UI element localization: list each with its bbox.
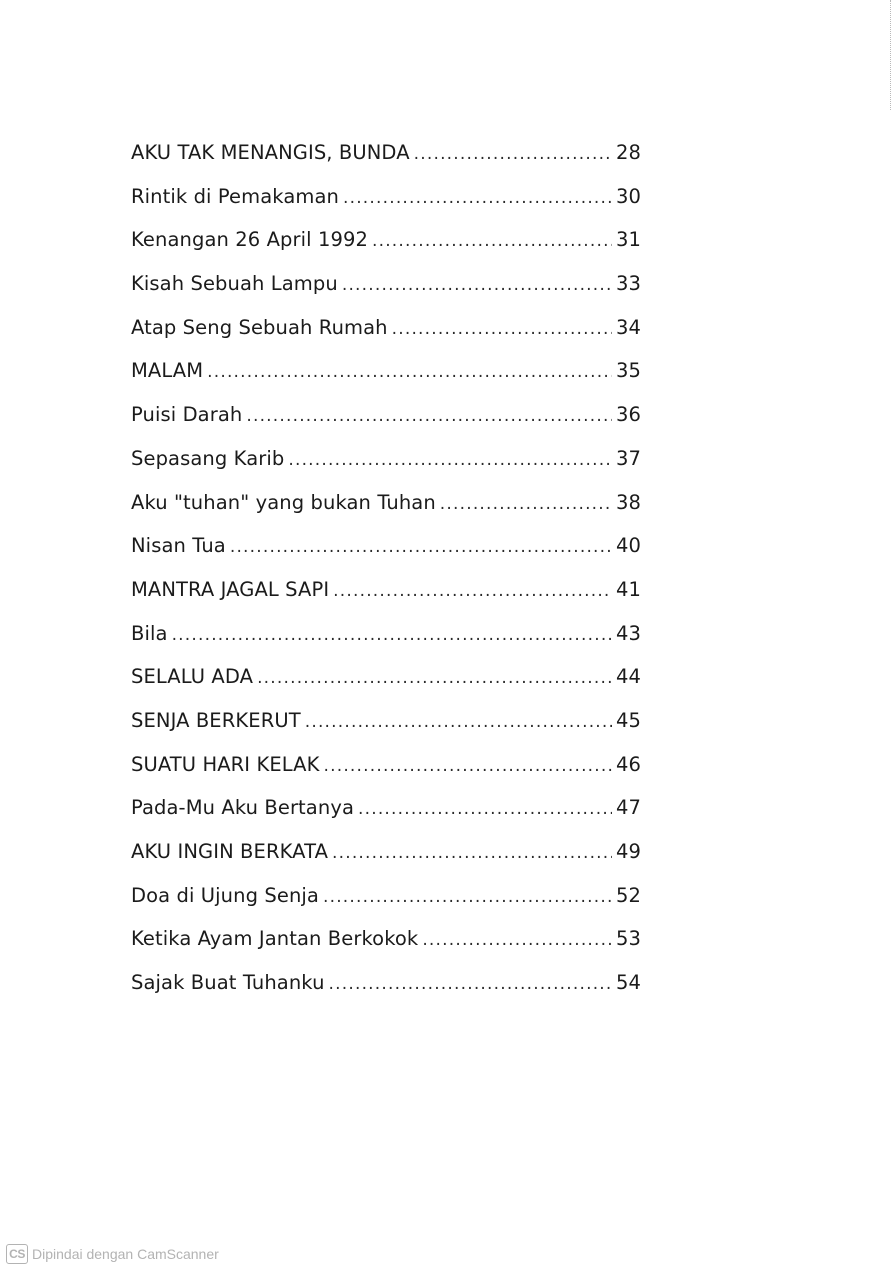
toc-entry <box>131 578 641 622</box>
toc-entry <box>131 796 641 840</box>
toc-entry <box>131 927 641 971</box>
toc-entry-page: 46 <box>615 752 641 776</box>
dot-leader <box>230 537 612 557</box>
dot-leader <box>257 668 612 688</box>
dot-leader <box>343 188 612 208</box>
toc-entry-page: 43 <box>615 621 641 645</box>
scanner-watermark <box>6 1244 219 1264</box>
toc-entry-page: 52 <box>615 883 641 907</box>
toc-entry <box>131 228 641 272</box>
toc-entry-page: 41 <box>615 577 641 601</box>
toc-entry <box>131 753 641 797</box>
dot-leader <box>422 930 612 950</box>
toc-entry <box>131 141 641 185</box>
table-of-contents <box>131 141 641 1015</box>
toc-entry-title: Rintik di Pemakaman <box>131 184 339 208</box>
toc-entry-page: 34 <box>615 315 641 339</box>
toc-entry-title: Sepasang Karib <box>131 446 285 470</box>
toc-entry-title: Kenangan 26 April 1992 <box>131 228 368 252</box>
toc-entry-page: 54 <box>615 971 641 995</box>
toc-entry-page: 53 <box>615 927 641 951</box>
toc-entry <box>131 709 641 753</box>
dot-leader <box>246 406 612 426</box>
watermark-text: Dipindai dengan CamScanner <box>32 1246 219 1262</box>
toc-entry-title: SENJA BERKERUT <box>131 708 301 732</box>
dot-leader <box>329 974 612 994</box>
camscanner-logo-icon: CS <box>6 1244 28 1264</box>
dot-leader <box>333 581 612 601</box>
toc-entry <box>131 622 641 666</box>
dot-leader <box>172 625 612 645</box>
toc-entry-page: 37 <box>615 446 641 470</box>
dot-leader <box>358 799 612 819</box>
dot-leader <box>288 450 612 470</box>
dot-leader <box>440 494 612 514</box>
toc-entry-page: 31 <box>615 228 641 252</box>
toc-entry <box>131 971 641 1015</box>
toc-entry-page: 38 <box>615 490 641 514</box>
toc-entry-title: Sajak Buat Tuhanku <box>131 971 325 995</box>
toc-entry <box>131 272 641 316</box>
toc-entry <box>131 534 641 578</box>
toc-entry <box>131 185 641 229</box>
toc-entry-title: MANTRA JAGAL SAPI <box>131 577 330 601</box>
toc-entry-page: 33 <box>615 272 641 296</box>
toc-entry-title: AKU TAK MENANGIS, BUNDA <box>131 141 410 164</box>
toc-entry-title: Puisi Darah <box>131 403 243 427</box>
dot-leader <box>392 319 612 339</box>
toc-entry-page: 45 <box>615 708 641 732</box>
toc-entry-page: 30 <box>615 184 641 208</box>
toc-entry <box>131 884 641 928</box>
toc-entry-title: Kisah Sebuah Lampu <box>131 272 338 296</box>
toc-entry <box>131 447 641 491</box>
dot-leader <box>324 756 612 776</box>
toc-entry-title: Nisan Tua <box>131 534 226 558</box>
toc-entry-page: 44 <box>615 665 641 689</box>
dot-leader <box>372 231 612 251</box>
toc-entry-page: 36 <box>615 403 641 427</box>
dot-leader <box>414 144 612 164</box>
dot-leader <box>332 843 612 863</box>
toc-entry-title: Atap Seng Sebuah Rumah <box>131 315 388 339</box>
page-edge-mark <box>889 0 891 110</box>
toc-entry-title: Pada-Mu Aku Bertanya <box>131 796 355 820</box>
toc-entry <box>131 840 641 884</box>
toc-entry-title: Ketika Ayam Jantan Berkokok <box>131 927 419 951</box>
toc-entry-page: 35 <box>615 359 641 383</box>
toc-entry-title: SUATU HARI KELAK <box>131 752 320 776</box>
toc-entry <box>131 491 641 535</box>
dot-leader <box>207 362 612 382</box>
toc-entry-title: AKU INGIN BERKATA <box>131 840 329 863</box>
toc-entry-title: Aku "tuhan" yang bukan Tuhan <box>131 490 436 514</box>
toc-entry-title: SELALU ADA <box>131 665 254 689</box>
toc-entry-title: Doa di Ujung Senja <box>131 883 319 907</box>
toc-entry-page: 49 <box>615 840 641 863</box>
toc-entry-title: MALAM <box>131 359 204 383</box>
toc-entry-title: Bila <box>131 621 168 645</box>
toc-entry <box>131 403 641 447</box>
toc-entry <box>131 316 641 360</box>
toc-entry <box>131 359 641 403</box>
toc-entry-page: 40 <box>615 534 641 558</box>
toc-entry-page: 47 <box>615 796 641 820</box>
dot-leader <box>305 712 612 732</box>
dot-leader <box>342 275 612 295</box>
toc-entry-page: 28 <box>615 141 641 164</box>
toc-entry <box>131 665 641 709</box>
dot-leader <box>323 887 612 907</box>
